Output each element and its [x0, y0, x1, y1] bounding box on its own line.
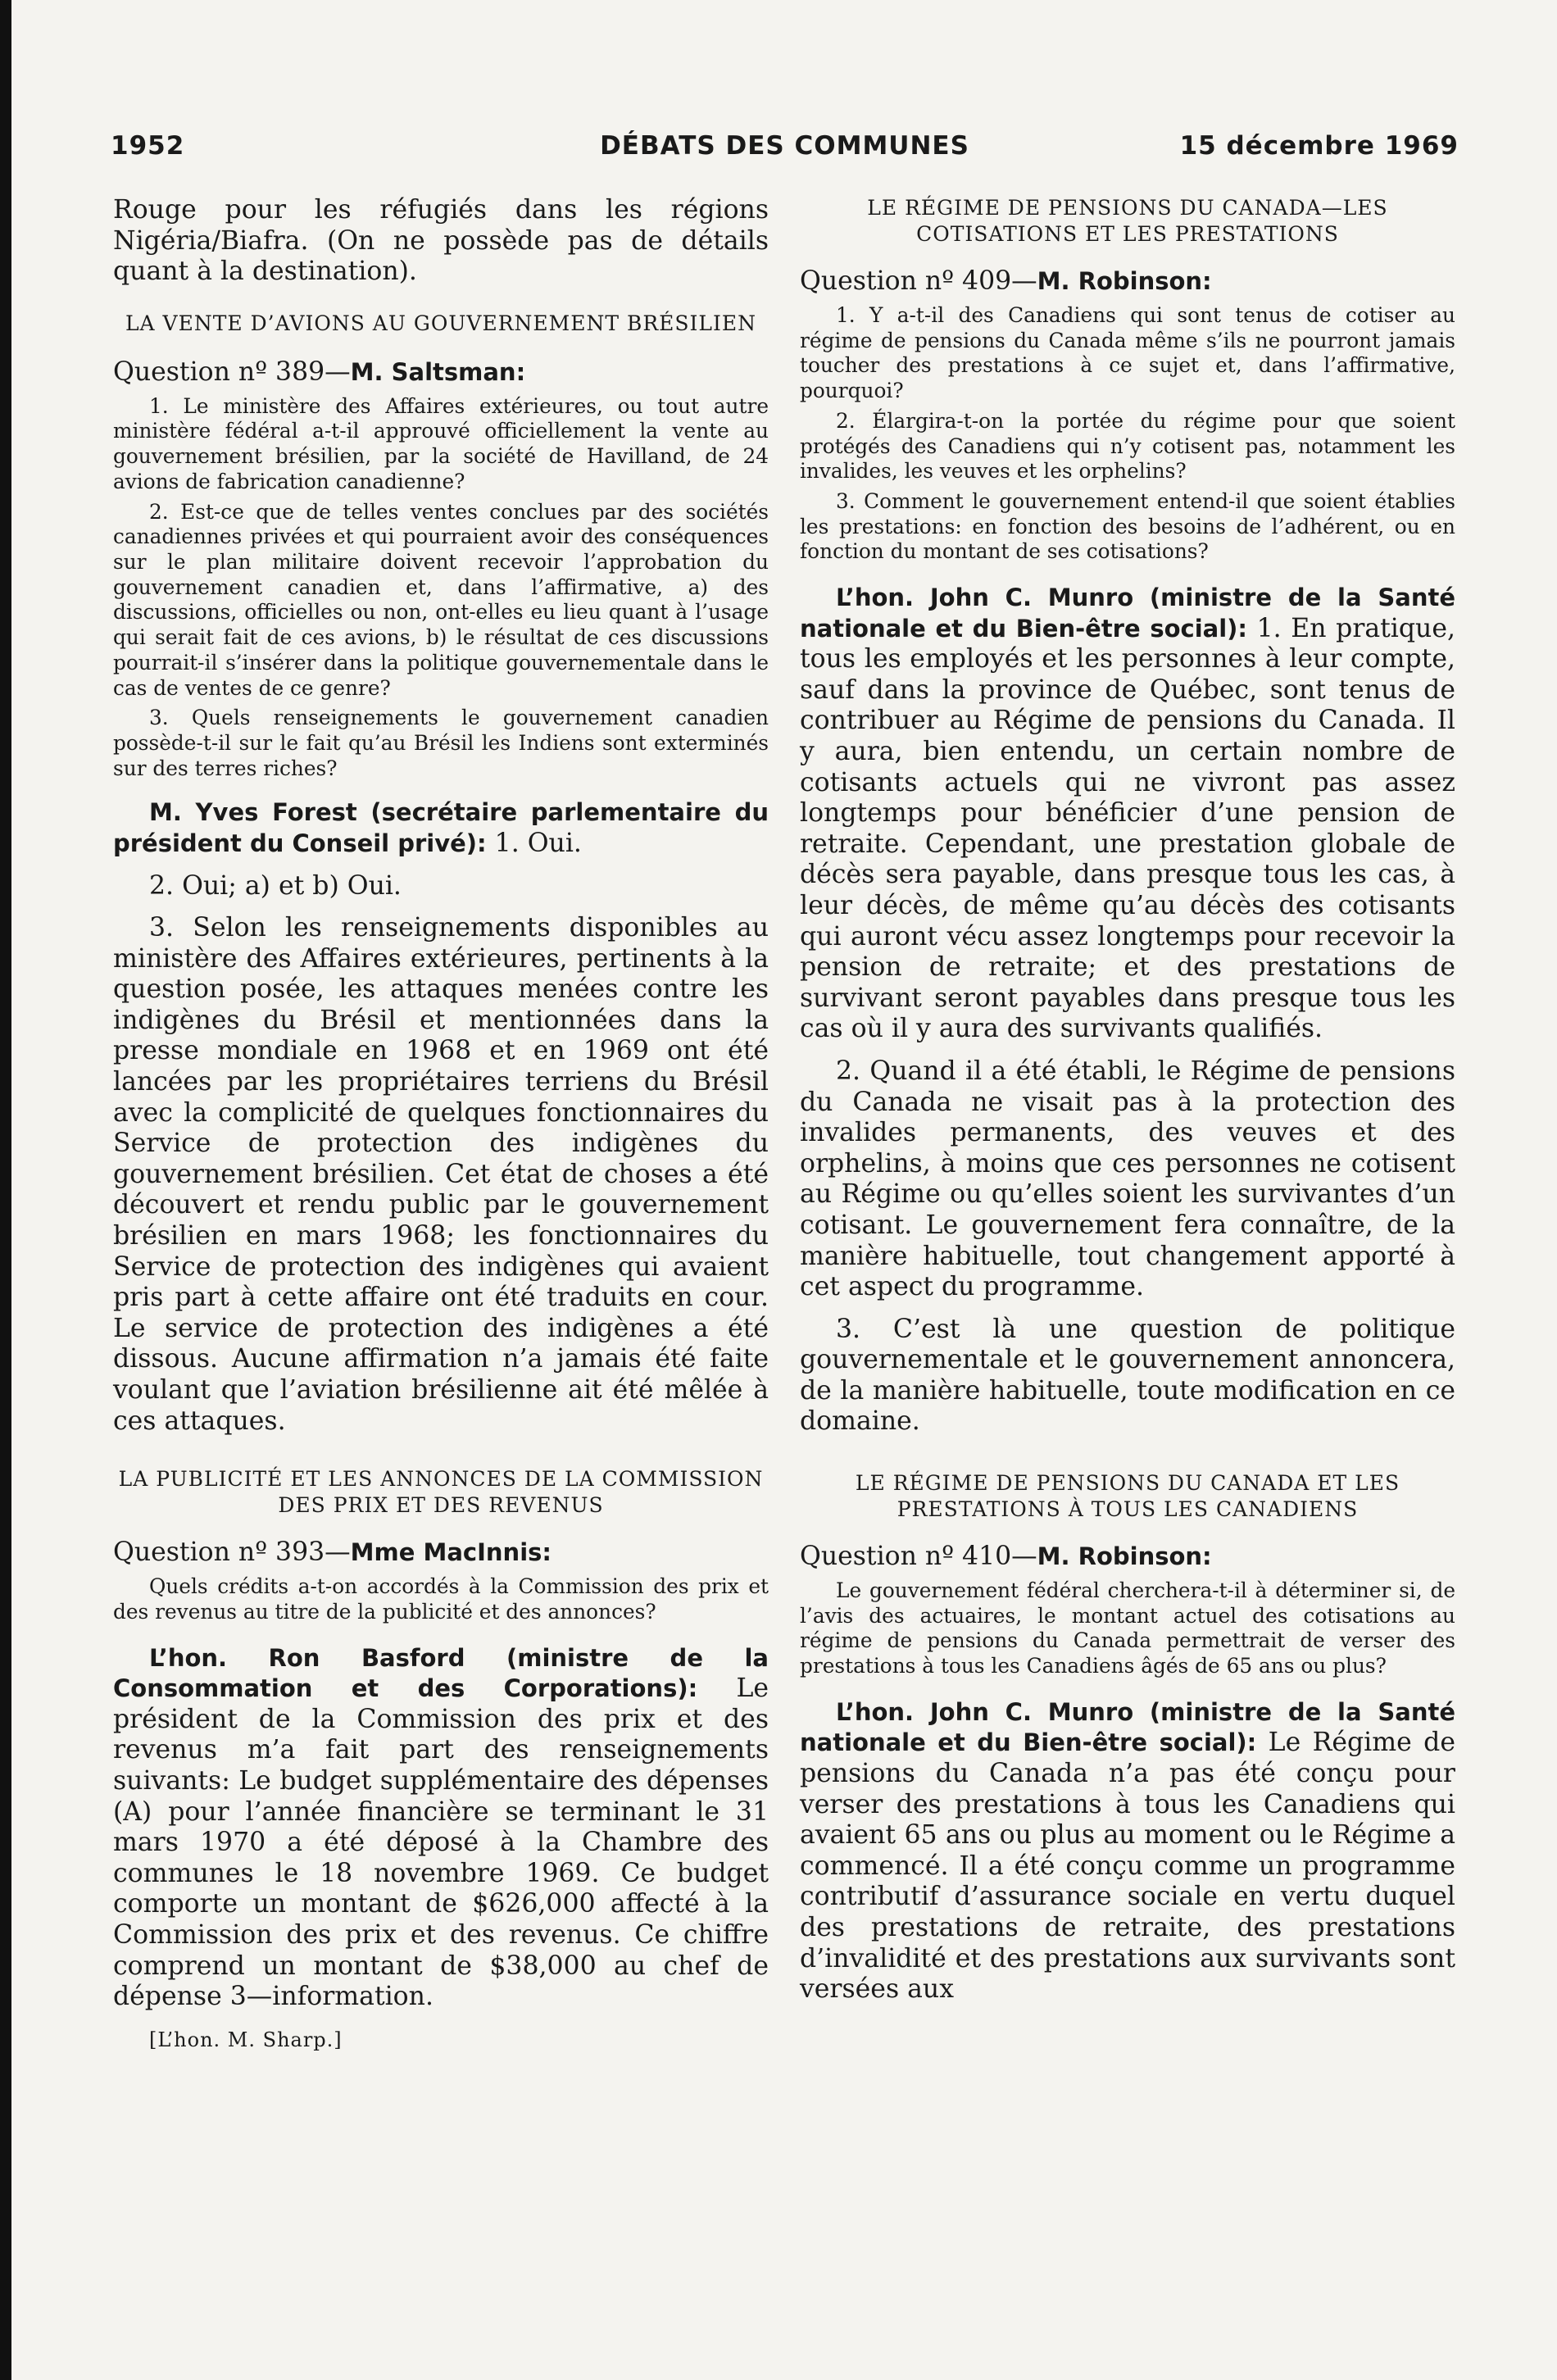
question-text: 1. Le ministère des Affaires extérieures, ou tout autre ministère fédéral a-t-il approuvé officiellement la vente au gouvernement brésilien, par la société de Havilland, de 24 avions de fabrication canadienne? [113, 393, 769, 493]
answer-text: 1. En pratique, tous les employés et les personnes à leur compte, sauf dans la province de Québec, sont tenus de contribuer au Régime de pensions du Canada. Il y aura, bien entendu, un certain nombre de cotisants actuels qui ne vivront pas assez longtemps pour bénéficier d’une pension de retraite. Cependant, une prestation globale de décès sera payable, dans presque tous les cas, à leur décès, de même qu’au décès des cotisants qui auront vécu assez longtemps pour recevoir la pension de retraite; et des prestations de survivant seront payables dans presque tous les cas où il y aura des survivants qualifiés. [800, 613, 1455, 1044]
answer-paragraph: 2. Quand il a été établi, le Régime de pensions du Canada ne visait pas à la protection des invalides permanents, des veuves et des orphelins, à moins que ces personnes ne cotisent au Régime ou qu’elles soient les survivantes d’un cotisant. Le gouvernement fera connaître, de la manière habituelle, tout changement apporté à cet aspect du programme. [800, 1056, 1455, 1302]
speaker-name: L’hon. Ron Basford (ministre de la Consommation et des Corporations): [113, 1643, 769, 1703]
answer-paragraph [113, 1643, 769, 2013]
question-label: Question nº 410— [800, 1542, 1037, 1572]
question-text: Le gouvernement fédéral cherchera-t-il à déterminer si, de l’avis des actuaires, le montant actuel des cotisations au régime de pensions du Canada permettrait de verser des prestations à tous les Canadiens âgés de 65 ans ou plus? [800, 1578, 1455, 1678]
question-line [113, 1537, 769, 1568]
answer-text: 1. Oui. [486, 828, 582, 858]
page-header [111, 131, 1459, 167]
question-member: M. Robinson: [1037, 1542, 1212, 1571]
left-column [113, 195, 769, 2052]
answer-text: Le président de la Commission des prix et des revenus m’a fait part des renseignements suivants: Le budget supplémentaire des dépenses (A) pour l’année financière se terminant le 31 mars 1970 a été déposé à la Chambre des communes le 18 novembre 1969. Ce budget comporte un montant de $626,000 affecté à la Commission des prix et des revenus. Ce chiffre comprend un montant de $38,000 au chef de dépense 3—information. [113, 1674, 769, 2012]
question-text: 3. Comment le gouvernement entend-il que soient établies les prestations: en fonction des besoins de l’adhérent, ou en fonction du montant de ses cotisations? [800, 488, 1455, 564]
question-line [800, 1541, 1455, 1572]
question-label: Question nº 393— [113, 1537, 351, 1568]
answer-paragraph: 2. Oui; a) et b) Oui. [149, 870, 402, 901]
speaker-name: L’hon. John C. Munro (ministre de la Santé nationale et du Bien-être social): [800, 584, 1455, 643]
question-label: Question nº 389— [113, 357, 351, 387]
section-heading: LE RÉGIME DE PENSIONS DU CANADA ET LES PRESTATIONS À TOUS LES CANADIENS [855, 1471, 1400, 1522]
question-text: 1. Y a-t-il des Canadiens qui sont tenus de cotiser au régime de pensions du Canada même s’ils ne pourront jamais toucher des prestations à ce sujet et, dans l’affirmative, pourquoi? [800, 303, 1455, 403]
answer-paragraph [800, 1697, 1455, 2005]
publication-title: DÉBATS DES COMMUNES [600, 131, 969, 161]
continued-paragraph: Rouge pour les réfugiés dans les régions Nigéria/Biafra. (On ne possède pas de détails quant à la destination). [113, 195, 769, 287]
answer-paragraph: 3. C’est là une question de politique gouvernementale et le gouvernement annoncera, de la manière habituelle, toute modification en ce domaine. [800, 1314, 1455, 1437]
question-line [113, 357, 769, 388]
question-text: 2. Élargira-t-on la portée du régime pour que soient protégés des Canadiens qui n’y cotisent pas, notamment les invalides, les veuves et les orphelins? [800, 408, 1455, 484]
page-date: 15 décembre 1969 [1179, 131, 1459, 161]
scan-edge [0, 0, 11, 2380]
question-text: 3. Quels renseignements le gouvernement canadien possède-t-il sur le fait qu’au Brésil les Indiens sont exterminés sur des terres riches? [113, 706, 769, 780]
question-member: M. Saltsman: [350, 357, 526, 386]
question-text: Quels crédits a-t-on accordés à la Commission des prix et des revenus au titre de la publicité et des annonces? [113, 1574, 769, 1624]
question-text: 2. Est-ce que de telles ventes conclues par des sociétés canadiennes privées et qui pourraient avoir des conséquences sur le plan militaire doivent recevoir l’approbation du gouvernement canadien et, dans l’affirmative, a) des discussions, officielles ou non, ont-elles eu lieu quant à l’usage qui serait fait de ces avions, b) le résultat de ces discussions pourrait-il s’insérer dans la politique gouvernementale dans le cas de ventes de ce genre? [113, 499, 769, 700]
page-number: 1952 [111, 131, 185, 161]
question-line [800, 266, 1455, 297]
right-column [800, 195, 1455, 2005]
answer-paragraph [113, 797, 769, 859]
speaker-name: L’hon. John C. Munro (ministre de la Santé nationale et du Bien-être social): [800, 1697, 1455, 1757]
answer-paragraph [800, 583, 1455, 1045]
question-label: Question nº 409— [800, 266, 1037, 296]
question-member: M. Robinson: [1037, 267, 1212, 295]
speaker-name: M. Yves Forest (secrétaire parlementaire du président du Conseil privé): [113, 798, 769, 857]
section-heading: LE RÉGIME DE PENSIONS DU CANADA—LES COTISATIONS ET LES PRESTATIONS [867, 196, 1388, 246]
section-heading: LA VENTE D’AVIONS AU GOUVERNEMENT BRÉSILIEN [125, 311, 757, 335]
page-footnote: [L’hon. M. Sharp.] [149, 2028, 343, 2051]
section-heading: LA PUBLICITÉ ET LES ANNONCES DE LA COMMISSION DES PRIX ET DES REVENUS [118, 1467, 764, 1518]
question-member: Mme MacInnis: [350, 1538, 552, 1567]
answer-text: Le Régime de pensions du Canada n’a pas été conçu pour verser des prestations à tous les Canadiens qui avaient 65 ans ou plus au moment ou le Régime a commencé. Il a été conçu comme un programme contributif d’assurance sociale en vertu duquel des prestations de retraite, des prestations d’invalidité et des prestations aux survivants sont versées aux [800, 1728, 1455, 2005]
answer-paragraph: 3. Selon les renseignements disponibles au ministère des Affaires extérieures, pertinents à la question posée, les attaques menées contre les indigènes du Brésil et mentionnées dans la presse mondiale en 1968 et en 1969 ont été lancées par les propriétaires terriens du Brésil avec la complicité de quelques fonctionnaires du Service de protection des indigènes du gouvernement brésilien. Cet état de choses a été découvert et rendu public par le gouvernement brésilien en mars 1968; les fonctionnaires du Service de protection des indigènes qui avaient pris part à cette affaire ont été traduits en cour. Le service de protection des indigènes a été dissous. Aucune affirmation n’a jamais été faite voulant que l’aviation brésilienne ait été mêlée à ces attaques. [113, 913, 769, 1436]
